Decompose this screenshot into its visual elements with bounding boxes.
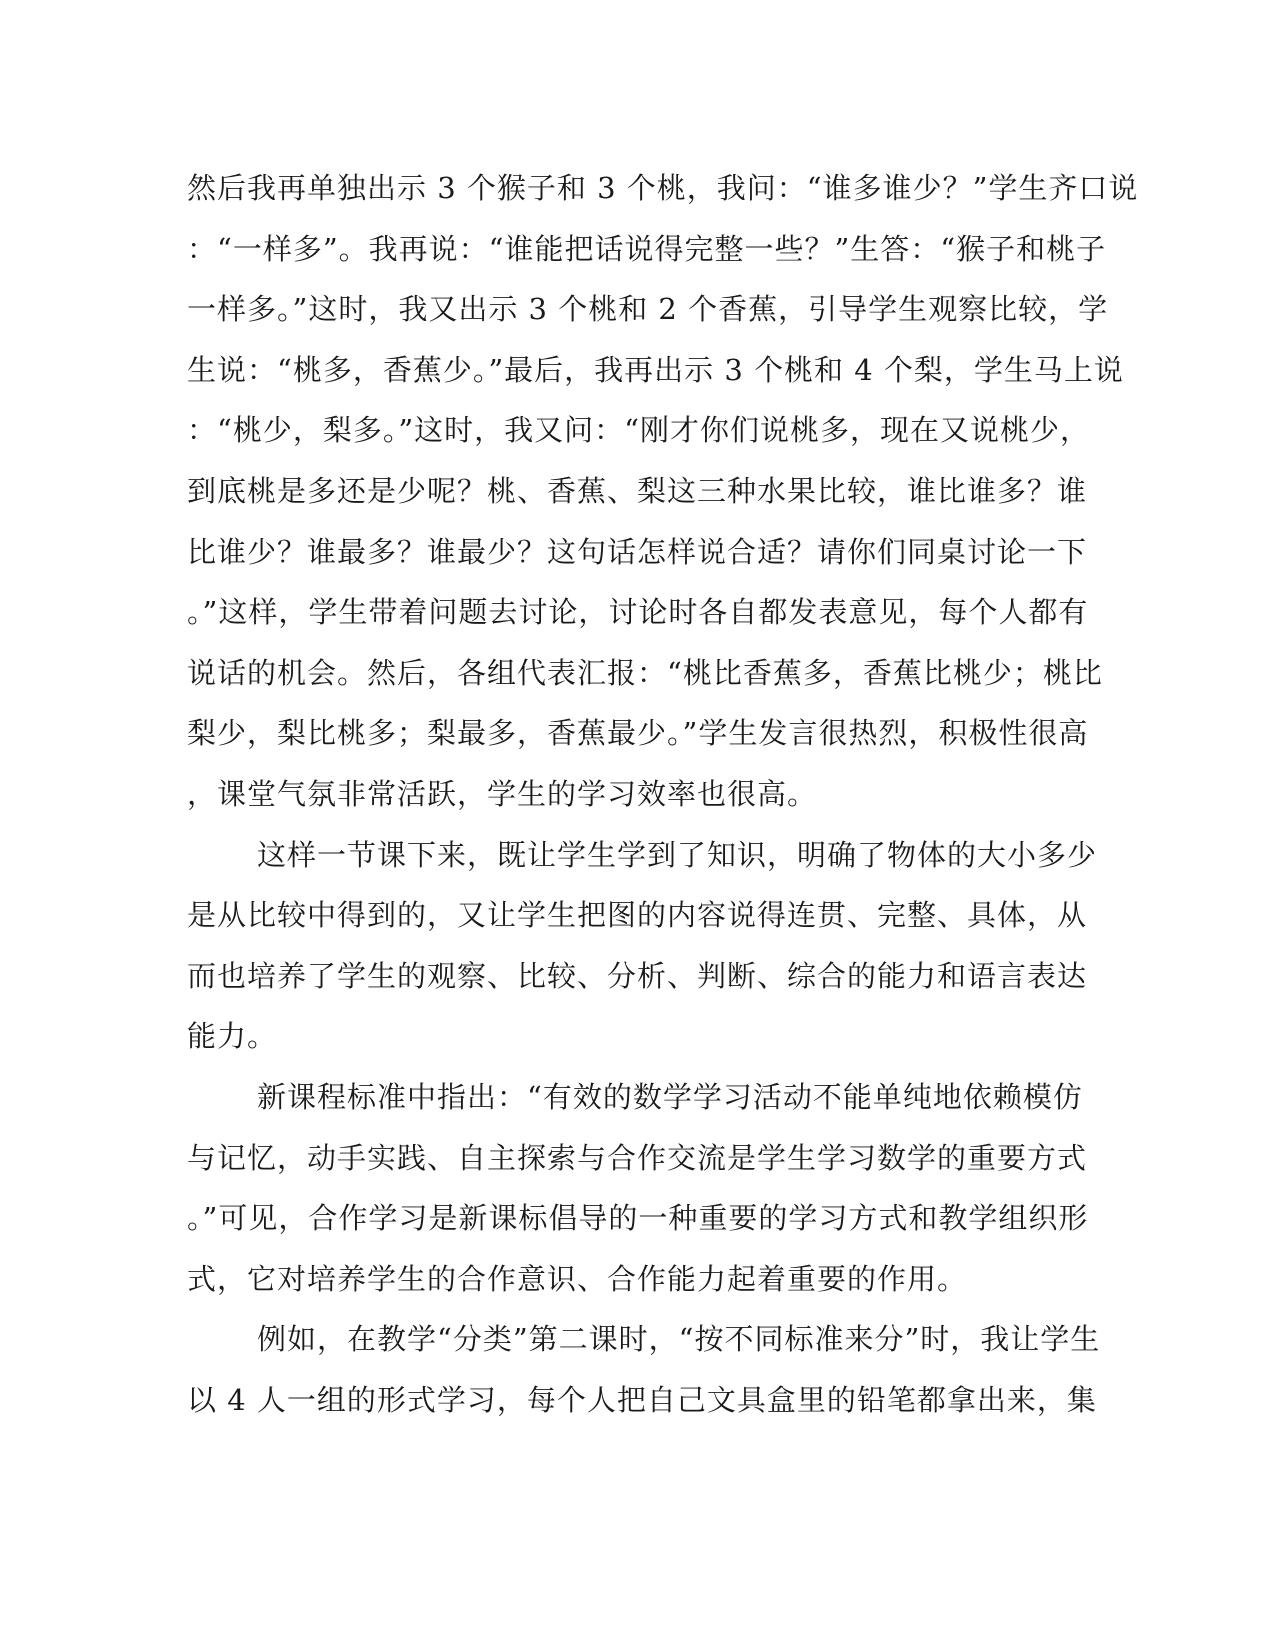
text-line: 。”可见，合作学习是新课标倡导的一种重要的学习方式和教学组织形 <box>187 1201 1089 1236</box>
text-line: 而也培养了学生的观察、比较、分析、判断、综合的能力和语言表达 <box>187 958 1088 993</box>
text-line: 式，它对培养学生的合作意识、合作能力起着重要的作用。 <box>187 1261 968 1296</box>
paragraph-first-line: 这样一节课下来，既让学生学到了知识，明确了物体的大小多少 <box>257 837 1098 872</box>
text-line: 到底桃是多还是少呢？桃、香蕉、梨这三种水果比较，谁比谁多？谁 <box>187 473 1088 508</box>
text-line: 。”这样，学生带着问题去讨论，讨论时各自都发表意见，每个人都有 <box>187 595 1089 630</box>
text-line: 与记忆，动手实践、自主探索与合作交流是学生学习数学的重要方式 <box>187 1140 1088 1175</box>
text-line: 能力。 <box>187 1019 278 1054</box>
text-line: 比谁少？谁最多？谁最少？这句话怎样说合适？请你们同桌讨论一下 <box>187 534 1088 569</box>
paragraph-first-line: 新课程标准中指出：“有效的数学学习活动不能单纯地依赖模仿 <box>257 1079 1083 1114</box>
paragraph-first-line: 例如，在教学“分类”第二课时，“按不同标准来分”时，我让学生 <box>257 1322 1101 1357</box>
text-line: 说话的机会。然后，各组代表汇报：“桃比香蕉多，香蕉比桃少；桃比 <box>187 655 1103 690</box>
text-line: 然后我再单独出示 3 个猴子和 3 个桃，我问：“谁多谁少？”学生齐口说 <box>187 171 1139 205</box>
text-line: 是从比较中得到的，又让学生把图的内容说得连贯、完整、具体，从 <box>187 898 1088 933</box>
body-text <box>187 158 1139 1430</box>
text-line: 以 4 人一组的形式学习，每个人把自己文具盒里的铅笔都拿出来，集 <box>187 1382 1097 1417</box>
text-line: 一样多。”这时，我又出示 3 个桃和 2 个香蕉，引导学生观察比较，学 <box>187 292 1109 327</box>
text-line: ：“一样多”。我再说：“谁能把话说得完整一些？”生答：“猴子和桃子 <box>187 231 1107 266</box>
text-line: 生说：“桃多，香蕉少。”最后，我再出示 3 个桃和 4 个梨，学生马上说 <box>187 352 1124 387</box>
text-line: 梨少，梨比桃多；梨最多，香蕉最少。”学生发言很热烈，积极性很高 <box>187 716 1089 751</box>
text-line: ，课堂气氛非常活跃，学生的学习效率也很高。 <box>187 776 818 811</box>
text-line: ：“桃少，梨多。”这时，我又问：“刚才你们说桃多，现在又说桃少， <box>187 413 1090 448</box>
